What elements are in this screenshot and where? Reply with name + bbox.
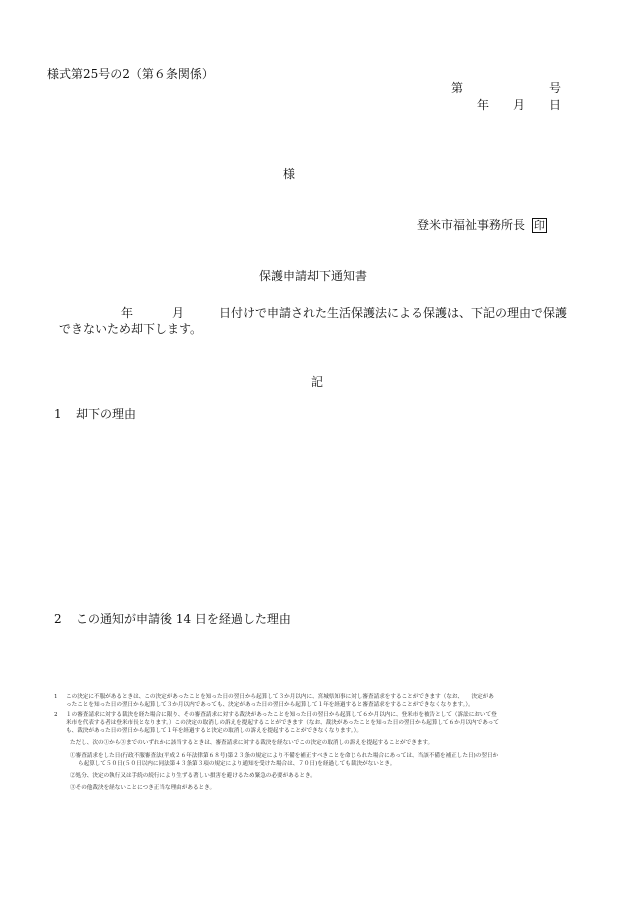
- body-line2: できないため却下します。: [59, 322, 203, 336]
- footnote-1-line1: この決定に不服があるときは、この決定があったことを知った日の翌日から起算して３か月以内に、宮城県知事に対し審査請求をすることができます（なお、 決定があ: [66, 694, 494, 700]
- seal-icon: 印: [533, 219, 545, 232]
- date-day: 日: [549, 98, 562, 112]
- footnote-proviso: ただし、次の①から③までのいずれかに該当するときは、審査請求に対する裁決を経ないでこの決定の取消しの訴えを提起することができます。: [70, 740, 434, 746]
- date-year: 年: [477, 98, 490, 112]
- section-2-number: 2: [54, 612, 62, 626]
- footnote-item-3: ③その他裁決を経ないことにつき正当な理由があるとき。: [70, 785, 216, 791]
- footnote-item-1-line1: ①審査請求をした日(行政不服審査法(平成２６年法律第６８号)第２３条の規定により不備を補正すべきことを命じられた場合にあっては、当該不備を補正した日)の翌日か: [70, 753, 499, 759]
- footnote-1-line2: ったことを知った日の翌日から起算して３か月以内であっても、決定があった日の翌日から起算して１年を経過すると審査請求をすることができなくなります。）。: [66, 702, 474, 708]
- footnote-1-number: 1: [54, 694, 58, 700]
- footnote-2-line2: 米市を代表する者は登米市長となります。）この決定の取消しの訴えを提起することができます（なお、裁決があったことを知った日の翌日から起算して６か月以内であって: [66, 720, 499, 726]
- footnote-2-line1: １の審査請求に対する裁決を経た場合に限り、その審査請求に対する裁決があったことを知った日の翌日から起算して６か月以内に、登米市を被告として（訴訟において登: [66, 712, 497, 718]
- document-title: 保護申請却下通知書: [259, 269, 368, 283]
- date-month: 月: [513, 98, 526, 112]
- section-2-label: この通知が申請後 14 日を経過した理由: [76, 612, 291, 626]
- doc-number-prefix: 第: [451, 81, 464, 95]
- footnote-item-2: ②処分、決定の執行又は手続の続行により生ずる著しい損害を避けるため緊急の必要があるとき。: [70, 773, 316, 779]
- form-id: 様式第25号の2（第６条関係）: [47, 67, 214, 81]
- body-line1: 日付けで申請された生活保護法による保護は、下記の理由で保護: [219, 306, 568, 320]
- footnote-item-1-line2: ら起算して５０日(５０日以内に同法第４３条第３項の規定により通知を受けた場合は、７０日)を経過しても裁決がないとき。: [78, 761, 396, 767]
- body-year: 年: [121, 306, 134, 320]
- footnote-2-number: 2: [54, 712, 58, 718]
- footnote-2-line3: も、裁決があった日の翌日から起算して１年を経過すると決定の取消しの訴えを提起することができなくなります。）。: [66, 728, 362, 734]
- body-month: 月: [172, 306, 185, 320]
- section-1-label: 却下の理由: [76, 407, 137, 421]
- doc-number-suffix: 号: [549, 81, 562, 95]
- addressee-suffix: 様: [283, 167, 296, 181]
- section-1-number: 1: [54, 407, 62, 421]
- issuer-name: 登米市福祉事務所長: [417, 218, 526, 232]
- ki-heading: 記: [311, 375, 324, 389]
- issuer: [417, 217, 547, 233]
